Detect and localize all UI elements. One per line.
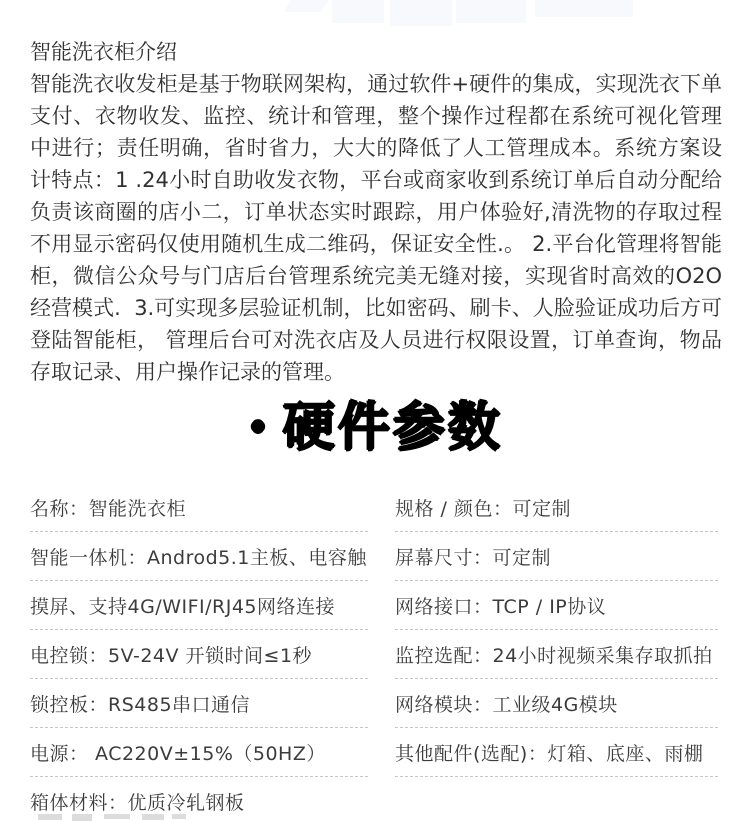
spec-text: 智能一体机：Androd5.1主板、电容触 [30, 546, 367, 569]
fragment-shape [104, 814, 130, 819]
spec-row-lock [30, 630, 368, 679]
spec-row-network-module [395, 679, 718, 728]
spec-text: 屏幕尺寸：可定制 [395, 546, 552, 569]
spec-row-monitoring [395, 630, 718, 679]
spec-text: 网络接口：TCP / IP协议 [395, 595, 607, 618]
spec-row-accessories [395, 728, 718, 777]
spec-text: 规格 / 颜色：可定制 [395, 497, 571, 520]
fragment-shape [332, 0, 384, 23]
spec-text: 监控选配：24小时视频采集存取抓拍 [395, 644, 713, 667]
fragment-shape [456, 0, 526, 23]
spec-row-name [30, 483, 368, 532]
spec-row-screen [395, 532, 718, 581]
spec-text: 摸屏、支持4G/WIFI/RJ45网络连接 [30, 595, 336, 618]
fragment-shape [283, 0, 328, 12]
spec-row-lock-board [30, 679, 368, 728]
bullet-icon: • [247, 408, 269, 448]
fragment-shape [390, 0, 452, 26]
intro-section [30, 36, 722, 388]
spec-row-power [30, 728, 368, 777]
spec-text: 锁控板：RS485串口通信 [30, 693, 251, 716]
specs-column-left [30, 483, 368, 822]
spec-text: 箱体材料：优质冷轧钢板 [30, 791, 245, 814]
spec-text: 电源： AC220V±15%（50HZ） [30, 742, 326, 765]
spec-row-network-port [395, 581, 718, 630]
spec-text: 网络模块：工业级4G模块 [395, 693, 618, 716]
fragment-shape [535, 0, 633, 17]
fragment-shape [142, 814, 164, 820]
hardware-params-title: 硬件参数 [282, 398, 503, 458]
spec-row-allinone [30, 532, 368, 581]
fragment-shape [72, 814, 92, 821]
specs-table [30, 483, 718, 822]
spec-row-allinone-cont [30, 581, 368, 630]
intro-body-text: 智能洗衣收发柜是基于物联网架构，通过软件+硬件的集成，实现洗衣下单支付、衣物收发、监控、统计和管理，整个操作过程都在系统可视化管理中进行；责任明确，省时省力，大大的降低了人工管理成本。系统方案设计特点：1 .24小时自助收发衣物，平台或商家收到系统订单后自动分配给负责该商圈的店小二，订单状态实时跟踪，用户体验好,清洗物的存取过程不用显示密码仅使用随机生成二维码，保证安全性.。 2.平台化管理将智能柜，微信公众号与门店后台管理系统完美无缝对接，实现省时高效的O2O经营模式. 3.可实现多层验证机制，比如密码、刷卡、人脸验证成功后方可登陆智能柜， 管理后台可对洗衣店及人员进行权限设置，订单查询，物品存取记录、用户操作记录的管理。 [30, 72, 722, 384]
spec-text: 名称：智能洗衣柜 [30, 497, 187, 520]
hardware-params-heading [0, 398, 750, 458]
fragment-shape [172, 814, 186, 819]
spec-text: 其他配件(选配)：灯箱、底座、雨棚 [395, 742, 704, 765]
intro-title: 智能洗衣柜介绍 [30, 40, 177, 64]
fragment-shape [38, 814, 62, 820]
specs-column-right [395, 483, 718, 822]
spec-text: 电控锁：5V-24V 开锁时间≤1秒 [30, 644, 313, 667]
spec-row-size-color [395, 483, 718, 532]
